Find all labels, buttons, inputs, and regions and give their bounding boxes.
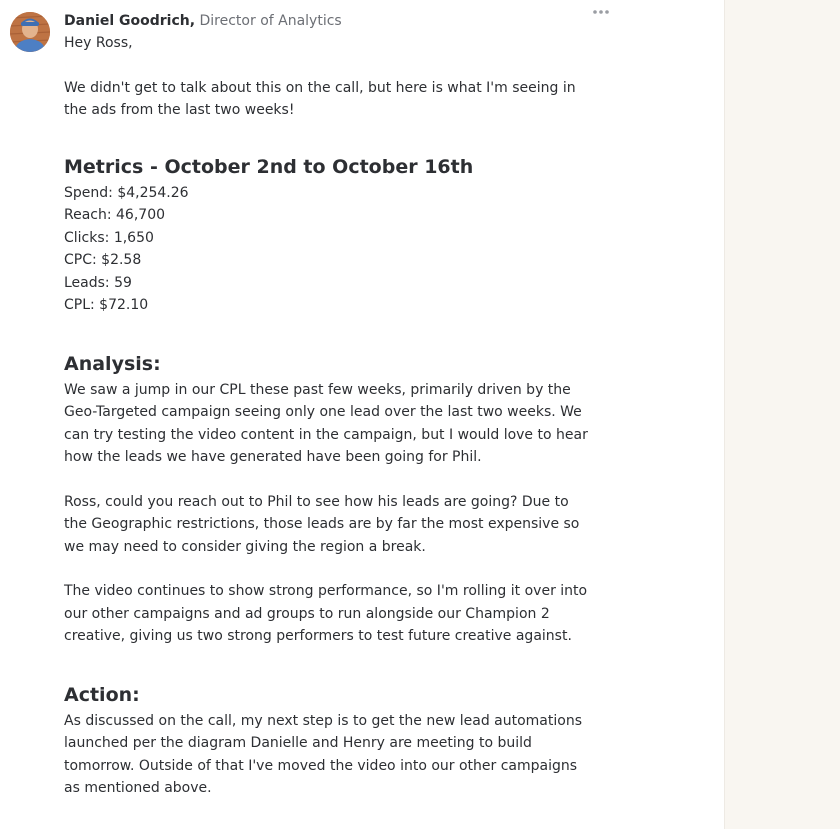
author-title: Director of Analytics [199, 13, 342, 29]
metrics-list [64, 182, 594, 317]
avatar-image [10, 12, 50, 52]
right-side-panel [724, 0, 840, 829]
greeting: Hey Ross, [64, 35, 133, 51]
author-line [64, 10, 594, 32]
intro-paragraph: We didn't get to talk about this on the call, but here is what I'm seeing in the ads from the last two weeks! [64, 79, 576, 118]
avatar[interactable] [10, 12, 50, 52]
action-paragraph: As discussed on the call, my next step is to get the new lead automations launched per the diagram Danielle and Henry are meeting to build tomorrow. Outside of that I've moved the video into our other campaigns as mentioned above. [64, 712, 582, 796]
author-name[interactable]: Daniel Goodrich, [64, 13, 196, 29]
action-heading: Action: [64, 683, 140, 706]
analysis-paragraph-3: The video continues to show strong performance, so I'm rolling it over into our other campaigns and ad groups to run alongside our Champion 2 creative, giving us two strong performers to test future creative against. [64, 583, 588, 644]
analysis-paragraph-2: Ross, could you reach out to Phil to see how his leads are going? Due to the Geographic restrictions, those leads are by far the most expensive so we may need to consider giving the region a break. [64, 493, 580, 555]
analysis-heading: Analysis: [64, 352, 161, 375]
message-body [64, 10, 594, 800]
metric-cpl: CPL: $72.10 [64, 297, 149, 313]
metrics-heading: Metrics - October 2nd to October 16th [64, 155, 474, 178]
metric-clicks: Clicks: 1,650 [64, 229, 154, 246]
metric-spend: Spend: $4,254.26 [64, 184, 189, 201]
metric-reach: Reach: 46,700 [64, 207, 166, 223]
metric-leads: Leads: 59 [64, 274, 132, 291]
analysis-paragraph-1: We saw a jump in our CPL these past few weeks, primarily driven by the Geo-Targeted campaign seeing only one lead over the last two weeks. We can try testing the video content in the campaign, but I would love to hear how the leads we have generated have been going for Phil. [64, 381, 588, 465]
metric-cpc: CPC: $2.58 [64, 252, 142, 268]
